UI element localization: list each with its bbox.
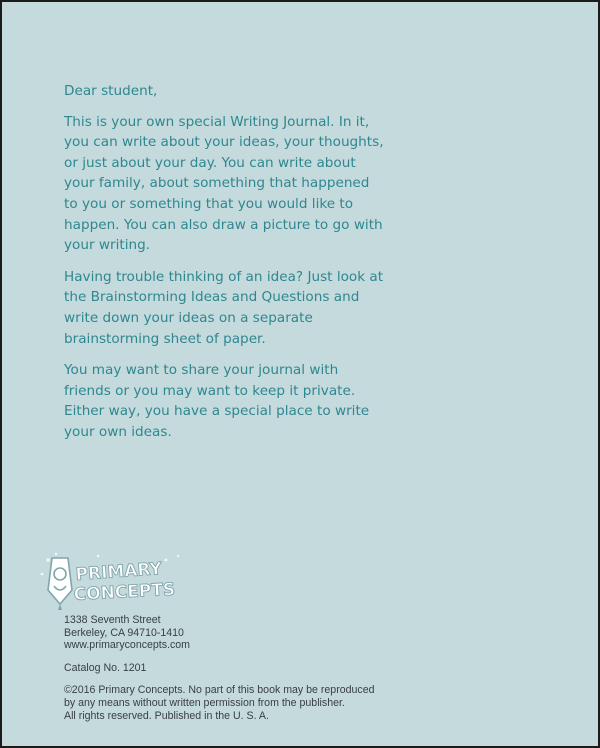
logo-word-primary: PRIMARY	[74, 559, 163, 585]
pencil-figure-icon	[48, 558, 72, 610]
copyright-line-2: by any means without written permission from the publisher.	[64, 696, 345, 709]
letter-paragraph-3: You may want to share your journal with friends or you may want to keep it private. Either way, you have a special place to write your own ideas.	[64, 362, 370, 440]
letter-paragraph-2: Having trouble thinking of an idea? Just look at the Brainstorming Ideas and Questions and write down your ideas on a separate brainstorming sheet of paper.	[64, 268, 384, 347]
publisher-address	[64, 614, 404, 652]
letter-paragraph-1: This is your own special Writing Journal. In it, you can write about your ideas, your thoughts, or just about your day. You can write about your family, about something that happened to you or something that you would like to happen. You can also draw a picture to go with your writing.	[64, 113, 384, 254]
copyright-notice	[64, 684, 404, 722]
letter-greeting: Dear student,	[64, 83, 158, 99]
logo-word-concepts: CONCEPTS	[73, 579, 176, 605]
address-line-1: 1338 Seventh Street	[64, 614, 161, 626]
letter-to-student	[64, 81, 384, 454]
catalog-text: Catalog No. 1201	[64, 661, 147, 674]
website-text: www.primaryconcepts.com	[64, 639, 190, 652]
catalog-number	[64, 662, 404, 675]
copyright-line-3: All rights reserved. Published in the U. S. A.	[64, 709, 269, 722]
address-line-2: Berkeley, CA 94710-1410	[64, 626, 184, 639]
publisher-info	[64, 614, 404, 732]
copyright-line-1: ©2016 Primary Concepts. No part of this book may be reproduced	[64, 684, 375, 697]
primary-concepts-logo	[38, 550, 198, 612]
